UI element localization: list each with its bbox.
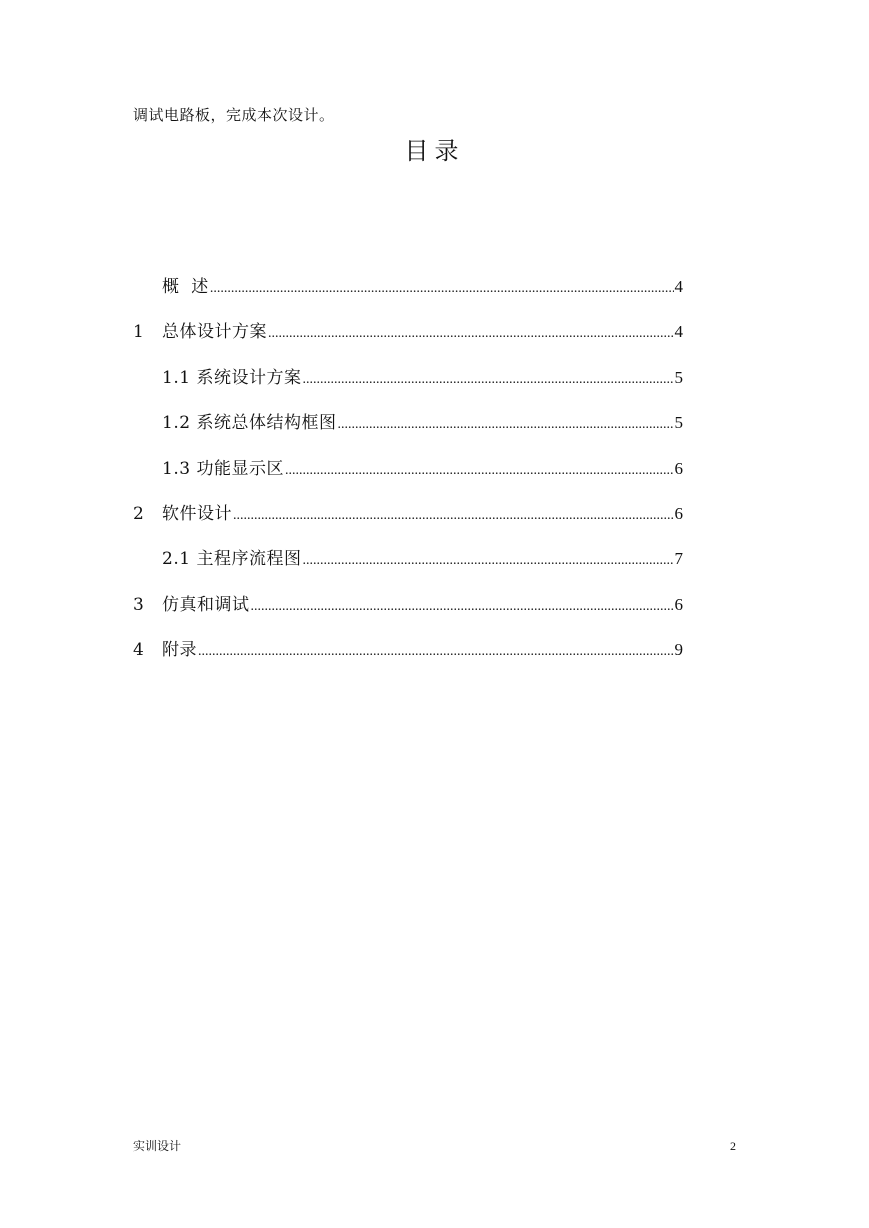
toc-dot-leader	[233, 503, 674, 529]
toc-entry-label: 概 述	[162, 277, 209, 297]
toc-entry-label: 1.3 功能显示区	[162, 458, 284, 479]
toc-entry-page: 5	[674, 413, 683, 433]
toc-dot-leader	[337, 412, 673, 438]
toc-entry-page: 6	[674, 594, 683, 614]
toc-dot-leader	[302, 548, 673, 574]
footer-page-number: 2	[730, 1139, 736, 1153]
toc-entry-overview[interactable]	[133, 274, 683, 319]
toc-entry-2-1[interactable]	[133, 546, 683, 591]
intro-text: 调试电路板，完成本次设计。	[133, 106, 335, 124]
toc-entry-label: 2.1 主程序流程图	[162, 549, 302, 570]
toc-dot-leader	[198, 639, 674, 665]
toc-title: 目录	[404, 137, 465, 165]
toc-entry-label: 附录	[162, 640, 197, 661]
toc-entry-1-1[interactable]	[133, 365, 683, 410]
toc-entry-1-2[interactable]	[133, 410, 683, 455]
footer-title: 实训设计	[133, 1139, 182, 1153]
toc-entry-page: 6	[674, 458, 683, 478]
toc-entry-label: 软件设计	[162, 503, 232, 524]
toc-entry-simulation[interactable]	[133, 592, 683, 637]
toc-entry-label: 仿真和调试	[162, 594, 250, 615]
toc-entry-number: 1	[133, 322, 144, 343]
toc-entry-page: 4	[674, 322, 683, 342]
toc-entry-number: 4	[133, 640, 144, 661]
toc-entry-label: 1.1 系统设计方案	[162, 367, 302, 388]
toc-dot-leader	[251, 594, 674, 620]
toc-entry-page: 4	[674, 277, 683, 296]
toc-entry-label: 1.2 系统总体结构框图	[162, 413, 337, 434]
toc-entry-software-design[interactable]	[133, 501, 683, 546]
toc-entry-appendix[interactable]	[133, 637, 683, 682]
toc-entry-number: 2	[133, 503, 144, 524]
toc-entry-page: 6	[674, 503, 683, 523]
toc-entry-page: 9	[674, 640, 683, 660]
toc-dot-leader	[210, 276, 674, 302]
toc-entry-overall-design[interactable]	[133, 319, 683, 364]
toc-entry-number: 3	[133, 594, 144, 615]
toc-dot-leader	[302, 367, 673, 393]
table-of-contents	[133, 274, 683, 683]
toc-entry-page: 7	[674, 549, 683, 569]
toc-entry-label: 总体设计方案	[162, 322, 267, 343]
toc-entry-page: 5	[674, 367, 683, 387]
toc-dot-leader	[285, 458, 674, 484]
toc-entry-1-3[interactable]	[133, 456, 683, 501]
toc-dot-leader	[268, 321, 674, 347]
